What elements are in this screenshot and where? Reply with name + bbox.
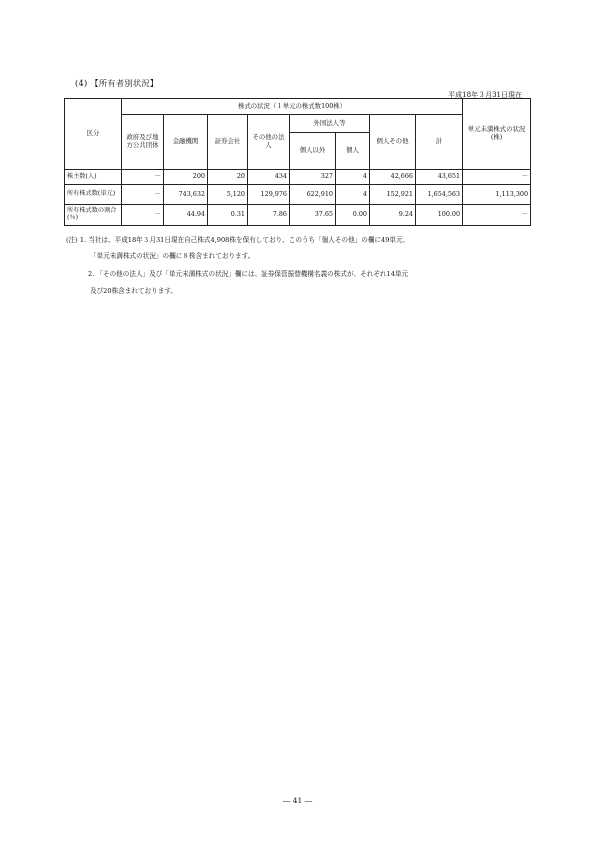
header-foreign-individual: 個人	[336, 133, 370, 170]
cell-individuals-other: 152,921	[370, 185, 416, 205]
cell-financial-institutions: 44.94	[164, 205, 208, 226]
header-foreign-corporations: 外国法人等	[290, 115, 370, 133]
header-financial-institutions: 金融機関	[164, 115, 208, 170]
cell-fractional-shares: －	[463, 205, 531, 226]
shareholder-distribution-table	[64, 98, 531, 226]
header-foreign-non-individual: 個人以外	[290, 133, 336, 170]
cell-other-corporations: 129,976	[248, 185, 290, 205]
section-title: (4) 【所有者別状況】	[75, 78, 159, 88]
cell-foreign-individual: 4	[336, 185, 370, 205]
cell-foreign-individual: 0.00	[336, 205, 370, 226]
footnote-1-line-1: (注) 1. 当社は、平成18年３月31日現在自己株式4,908株を保有しており、このうち「個人その他」の欄に49単元、	[66, 236, 410, 244]
cell-financial-institutions: 200	[164, 170, 208, 185]
row-label: 株主数(人)	[65, 170, 122, 185]
cell-total: 43,651	[416, 170, 463, 185]
cell-total: 1,654,563	[416, 185, 463, 205]
cell-other-corporations: 7.86	[248, 205, 290, 226]
page-number: ― 41 ―	[282, 796, 313, 805]
cell-government: －	[122, 185, 164, 205]
cell-securities-companies: 20	[208, 170, 248, 185]
footnote-1-line-2: 「単元未満株式の状況」の欄に８株含まれております。	[90, 252, 255, 260]
cell-individuals-other: 42,666	[370, 170, 416, 185]
header-other-corporations: その他の法人	[248, 115, 290, 170]
cell-securities-companies: 5,120	[208, 185, 248, 205]
cell-other-corporations: 434	[248, 170, 290, 185]
cell-foreign-individual: 4	[336, 170, 370, 185]
as-of-date: 平成18年３月31日現在	[448, 91, 522, 99]
cell-foreign-non-individual: 622,910	[290, 185, 336, 205]
cell-fractional-shares: 1,113,300	[463, 185, 531, 205]
table-row	[65, 170, 531, 185]
table-row	[65, 185, 531, 205]
header-row-2	[65, 115, 531, 133]
header-share-status: 株式の状況（１単元の株式数100株）	[122, 99, 463, 115]
cell-fractional-shares: －	[463, 170, 531, 185]
footnote-2-line-2: 及び20株含まれております。	[90, 287, 177, 295]
header-kubun: 区分	[65, 99, 122, 170]
cell-total: 100.00	[416, 205, 463, 226]
table-row	[65, 205, 531, 226]
cell-government: －	[122, 205, 164, 226]
cell-individuals-other: 9.24	[370, 205, 416, 226]
cell-foreign-non-individual: 37.65	[290, 205, 336, 226]
header-total: 計	[416, 115, 463, 170]
header-row-1	[65, 99, 531, 115]
cell-financial-institutions: 743,632	[164, 185, 208, 205]
cell-government: －	[122, 170, 164, 185]
header-securities-companies: 証券会社	[208, 115, 248, 170]
cell-securities-companies: 0.31	[208, 205, 248, 226]
row-label: 所有株式数(単元)	[65, 185, 122, 205]
header-government: 政府及び地方公共団体	[122, 115, 164, 170]
footnote-2-line-1: 2. 「その他の法人」及び「単元未満株式の状況」欄には、証券保管振替機構名義の株式が、それぞれ14単元	[88, 270, 409, 278]
row-label: 所有株式数の割合(％)	[65, 205, 122, 226]
header-fractional-shares: 単元未満株式の状況(株)	[463, 99, 531, 170]
cell-foreign-non-individual: 327	[290, 170, 336, 185]
header-individuals-other: 個人その他	[370, 115, 416, 170]
